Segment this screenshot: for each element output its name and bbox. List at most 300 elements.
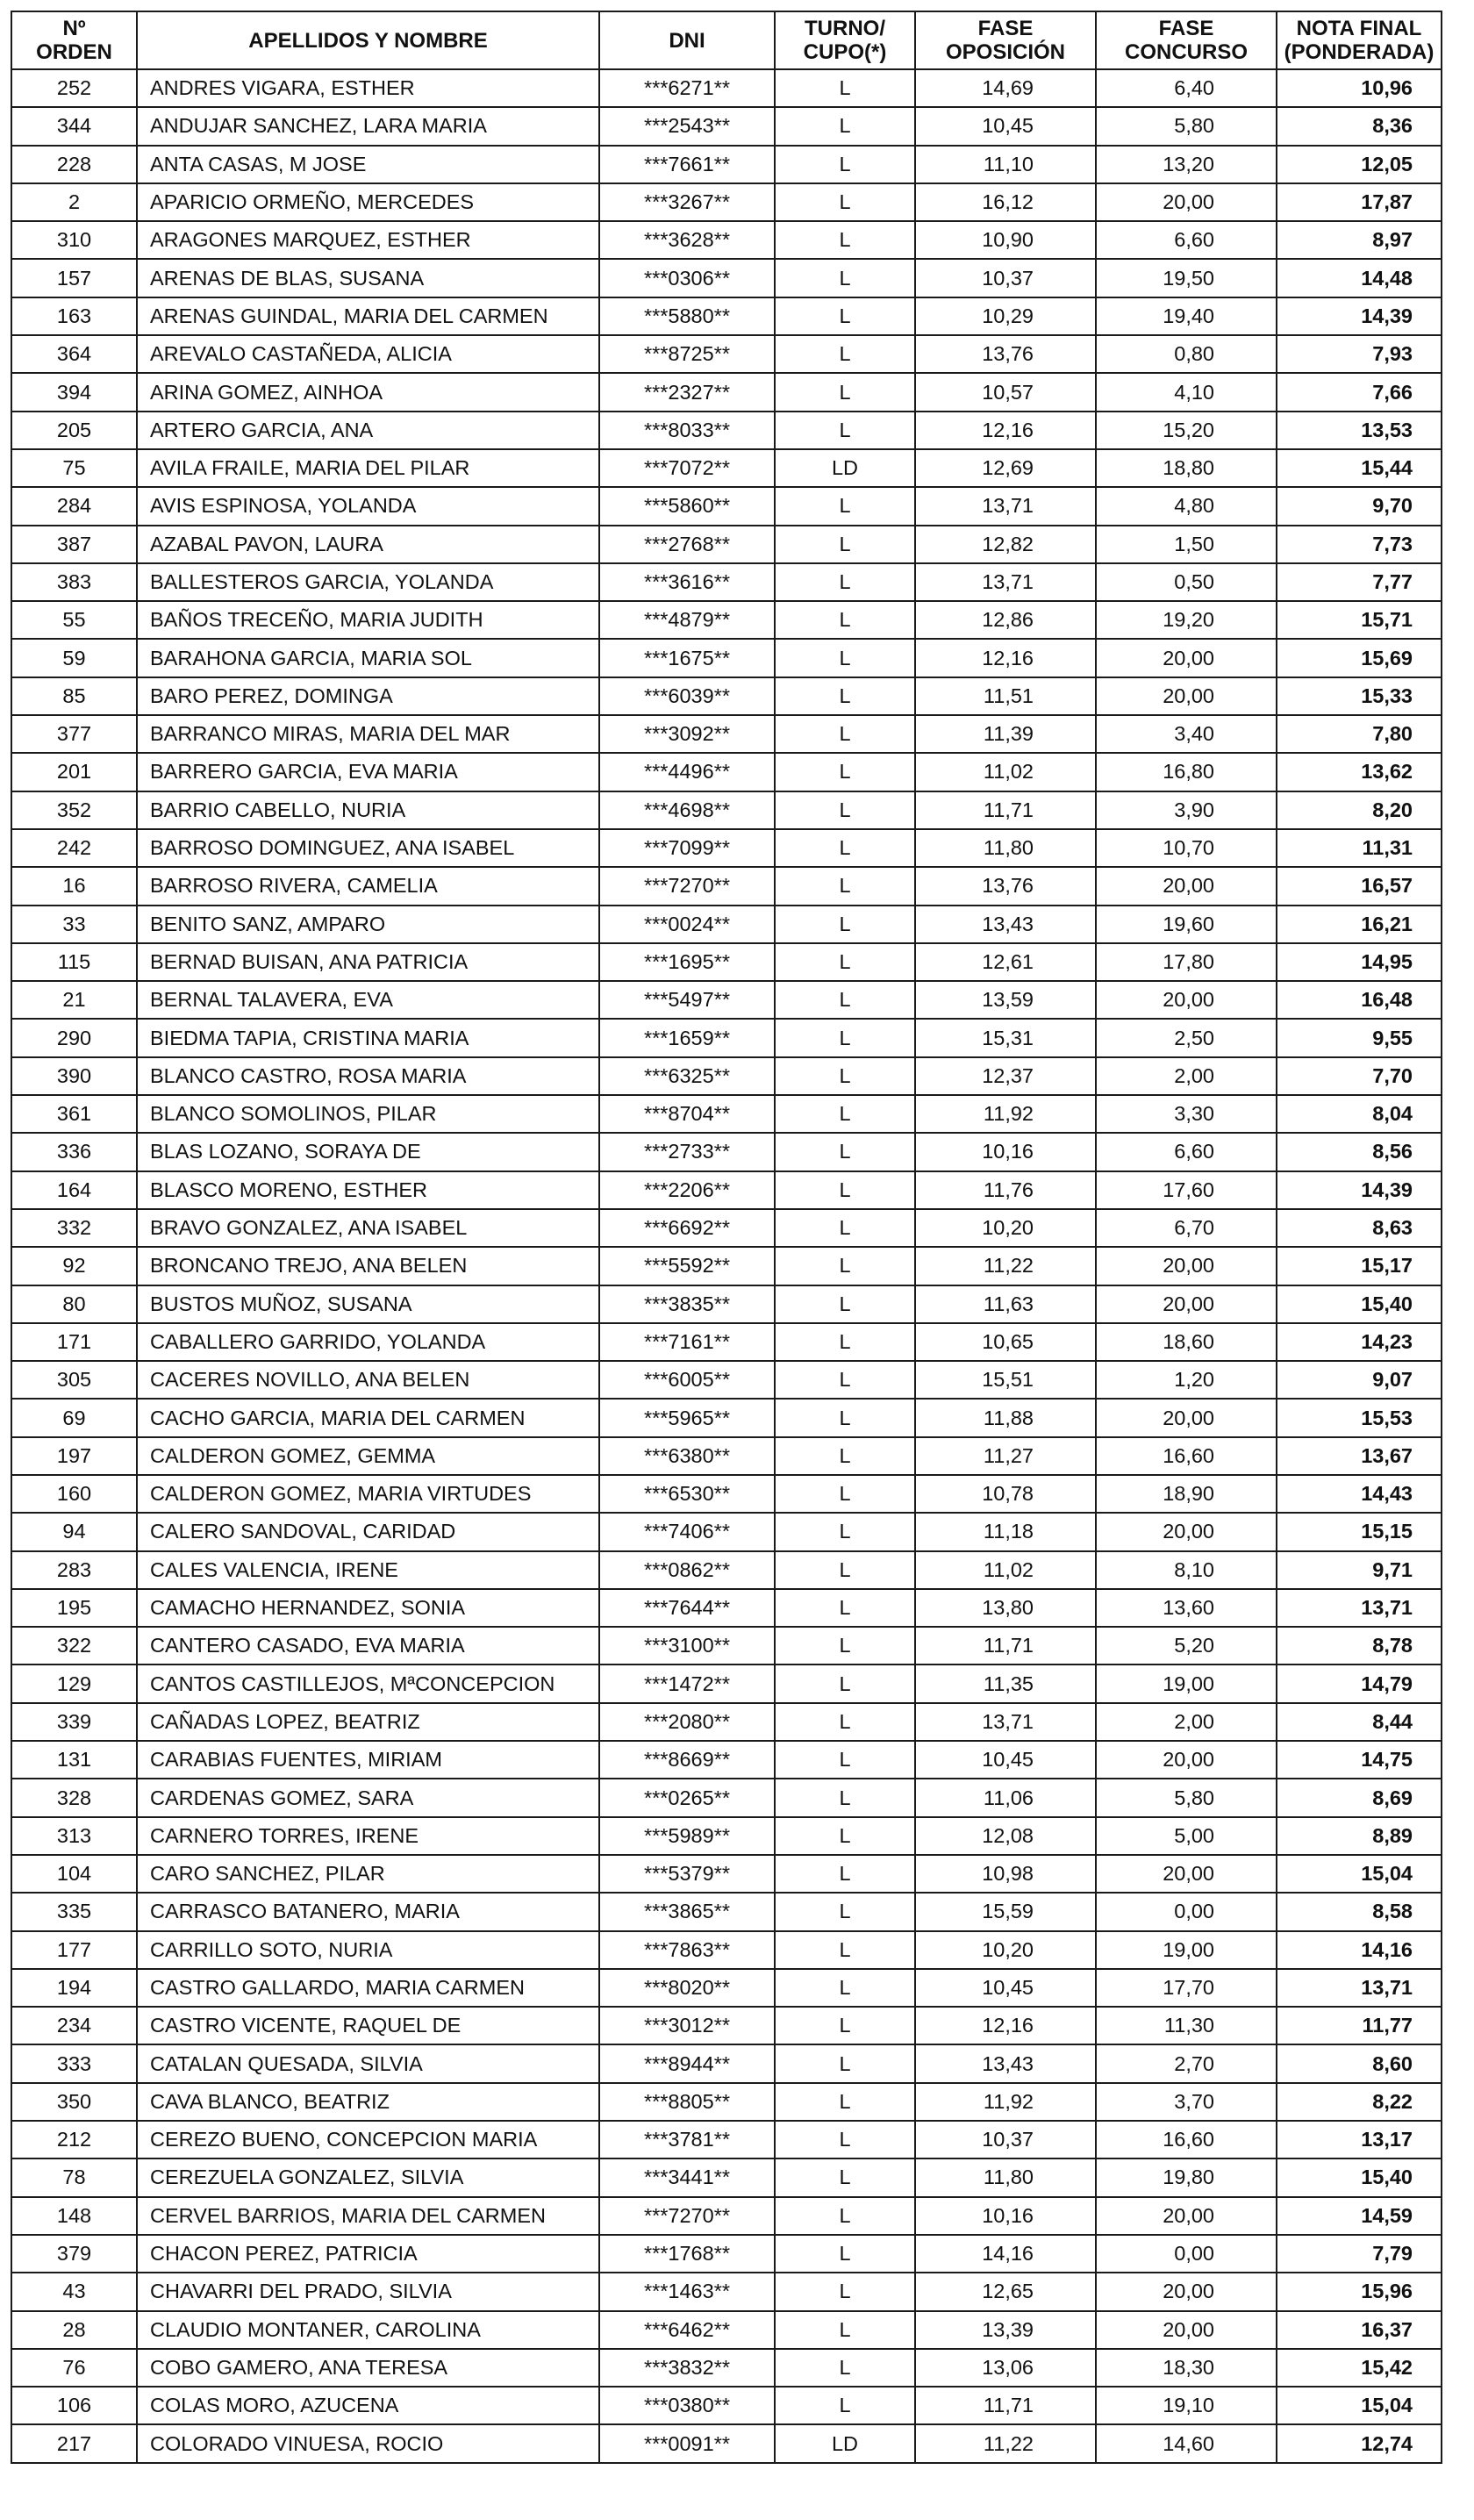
cell-orden: 59	[11, 639, 137, 677]
header-concurso-line1: FASE	[1158, 17, 1214, 40]
cell-nombre: AVILA FRAILE, MARIA DEL PILAR	[137, 449, 599, 487]
cell-concurso: 1,50	[1096, 526, 1277, 563]
header-dni	[599, 11, 775, 69]
table-row	[11, 753, 1442, 791]
table-row	[11, 526, 1442, 563]
cell-oposicion: 12,82	[915, 526, 1096, 563]
cell-concurso: 3,40	[1096, 715, 1277, 753]
cell-orden: 283	[11, 1551, 137, 1589]
header-oposicion-line2: OPOSICIÓN	[945, 40, 1066, 64]
cell-nota-final: 15,04	[1277, 2387, 1442, 2424]
cell-nota-final: 9,55	[1277, 1019, 1442, 1056]
cell-dni: ***3267**	[599, 183, 775, 221]
cell-nombre: BARAHONA GARCIA, MARIA SOL	[137, 639, 599, 677]
cell-oposicion: 10,98	[915, 1855, 1096, 1893]
cell-nombre: CERVEL BARRIOS, MARIA DEL CARMEN	[137, 2197, 599, 2235]
header-row	[11, 11, 1442, 69]
cell-orden: 195	[11, 1589, 137, 1627]
cell-orden: 76	[11, 2349, 137, 2387]
cell-nota-final: 14,16	[1277, 1931, 1442, 1969]
cell-nota-final: 12,05	[1277, 146, 1442, 183]
cell-dni: ***5880**	[599, 297, 775, 335]
cell-nombre: CARDENAS GOMEZ, SARA	[137, 1779, 599, 1816]
cell-nota-final: 7,66	[1277, 373, 1442, 411]
cell-nombre: CACERES NOVILLO, ANA BELEN	[137, 1361, 599, 1399]
cell-nombre: CHACON PEREZ, PATRICIA	[137, 2235, 599, 2273]
cell-orden: 157	[11, 259, 137, 297]
table-row	[11, 639, 1442, 677]
cell-oposicion: 11,39	[915, 715, 1096, 753]
cell-dni: ***6530**	[599, 1475, 775, 1513]
cell-dni: ***3835**	[599, 1285, 775, 1323]
cell-oposicion: 10,45	[915, 1969, 1096, 2007]
table-row	[11, 1019, 1442, 1056]
cell-nota-final: 7,79	[1277, 2235, 1442, 2273]
cell-orden: 194	[11, 1969, 137, 2007]
cell-turno: L	[775, 1817, 915, 1855]
cell-dni: ***8725**	[599, 335, 775, 373]
cell-concurso: 20,00	[1096, 677, 1277, 715]
cell-dni: ***5592**	[599, 1247, 775, 1285]
cell-turno: L	[775, 107, 915, 145]
cell-orden: 104	[11, 1855, 137, 1893]
cell-nota-final: 12,74	[1277, 2424, 1442, 2462]
cell-nombre: AREVALO CASTAÑEDA, ALICIA	[137, 335, 599, 373]
cell-concurso: 2,00	[1096, 1703, 1277, 1741]
cell-nota-final: 15,96	[1277, 2273, 1442, 2310]
cell-nombre: BERNAD BUISAN, ANA PATRICIA	[137, 943, 599, 981]
cell-nombre: CALERO SANDOVAL, CARIDAD	[137, 1513, 599, 1550]
cell-concurso: 20,00	[1096, 867, 1277, 905]
cell-concurso: 1,20	[1096, 1361, 1277, 1399]
cell-orden: 379	[11, 2235, 137, 2273]
cell-orden: 322	[11, 1627, 137, 1664]
cell-dni: ***3616**	[599, 563, 775, 601]
header-turno-line2: CUPO(*)	[803, 40, 887, 64]
cell-turno: L	[775, 2083, 915, 2121]
results-sheet	[11, 11, 1441, 2464]
cell-dni: ***6271**	[599, 69, 775, 107]
cell-turno: L	[775, 1209, 915, 1247]
cell-orden: 364	[11, 335, 137, 373]
cell-nombre: BARRIO CABELLO, NURIA	[137, 791, 599, 829]
cell-orden: 310	[11, 221, 137, 259]
cell-nota-final: 15,15	[1277, 1513, 1442, 1550]
cell-concurso: 18,90	[1096, 1475, 1277, 1513]
cell-oposicion: 12,16	[915, 639, 1096, 677]
cell-dni: ***2733**	[599, 1133, 775, 1171]
cell-orden: 350	[11, 2083, 137, 2121]
cell-orden: 115	[11, 943, 137, 981]
header-dni-line1: DNI	[669, 28, 705, 53]
cell-turno: L	[775, 1475, 915, 1513]
cell-concurso: 0,50	[1096, 563, 1277, 601]
cell-turno: L	[775, 1855, 915, 1893]
cell-nota-final: 15,40	[1277, 1285, 1442, 1323]
table-row	[11, 1323, 1442, 1361]
cell-concurso: 8,10	[1096, 1551, 1277, 1589]
table-row	[11, 2424, 1442, 2462]
cell-dni: ***2543**	[599, 107, 775, 145]
cell-dni: ***7270**	[599, 2197, 775, 2235]
cell-nota-final: 11,77	[1277, 2007, 1442, 2044]
cell-turno: L	[775, 1323, 915, 1361]
cell-nota-final: 9,07	[1277, 1361, 1442, 1399]
cell-orden: 94	[11, 1513, 137, 1550]
cell-nota-final: 15,71	[1277, 601, 1442, 639]
cell-concurso: 19,60	[1096, 906, 1277, 943]
cell-nota-final: 14,95	[1277, 943, 1442, 981]
cell-oposicion: 14,16	[915, 2235, 1096, 2273]
cell-oposicion: 12,65	[915, 2273, 1096, 2310]
cell-nota-final: 8,36	[1277, 107, 1442, 145]
cell-orden: 171	[11, 1323, 137, 1361]
cell-turno: L	[775, 412, 915, 449]
cell-turno: L	[775, 1019, 915, 1056]
cell-nombre: BIEDMA TAPIA, CRISTINA MARIA	[137, 1019, 599, 1056]
cell-turno: LD	[775, 2424, 915, 2462]
cell-oposicion: 16,12	[915, 183, 1096, 221]
cell-nota-final: 13,53	[1277, 412, 1442, 449]
cell-nota-final: 13,17	[1277, 2121, 1442, 2158]
cell-concurso: 2,50	[1096, 1019, 1277, 1056]
cell-oposicion: 13,06	[915, 2349, 1096, 2387]
table-row	[11, 1095, 1442, 1133]
cell-turno: L	[775, 2349, 915, 2387]
cell-concurso: 20,00	[1096, 1855, 1277, 1893]
table-row	[11, 1285, 1442, 1323]
cell-oposicion: 11,80	[915, 2158, 1096, 2196]
cell-oposicion: 10,29	[915, 297, 1096, 335]
cell-concurso: 14,60	[1096, 2424, 1277, 2462]
cell-concurso: 6,60	[1096, 1133, 1277, 1171]
cell-orden: 28	[11, 2311, 137, 2349]
cell-oposicion: 11,22	[915, 2424, 1096, 2462]
table-row	[11, 1931, 1442, 1969]
cell-orden: 55	[11, 601, 137, 639]
table-row	[11, 373, 1442, 411]
cell-dni: ***8704**	[599, 1095, 775, 1133]
cell-orden: 228	[11, 146, 137, 183]
cell-turno: L	[775, 677, 915, 715]
cell-dni: ***3865**	[599, 1893, 775, 1930]
cell-concurso: 17,70	[1096, 1969, 1277, 2007]
cell-nombre: BARRANCO MIRAS, MARIA DEL MAR	[137, 715, 599, 753]
cell-orden: 344	[11, 107, 137, 145]
cell-concurso: 3,70	[1096, 2083, 1277, 2121]
cell-nota-final: 7,80	[1277, 715, 1442, 753]
cell-dni: ***3092**	[599, 715, 775, 753]
cell-concurso: 3,30	[1096, 1095, 1277, 1133]
cell-dni: ***6039**	[599, 677, 775, 715]
cell-dni: ***5860**	[599, 487, 775, 525]
cell-nota-final: 13,71	[1277, 1589, 1442, 1627]
cell-turno: L	[775, 2158, 915, 2196]
table-row	[11, 449, 1442, 487]
cell-turno: L	[775, 906, 915, 943]
table-row	[11, 2235, 1442, 2273]
cell-dni: ***8020**	[599, 1969, 775, 2007]
table-row	[11, 1513, 1442, 1550]
table-row	[11, 297, 1442, 335]
cell-turno: L	[775, 1551, 915, 1589]
cell-turno: L	[775, 1664, 915, 1702]
cell-nombre: CACHO GARCIA, MARIA DEL CARMEN	[137, 1399, 599, 1436]
cell-orden: 69	[11, 1399, 137, 1436]
cell-oposicion: 11,22	[915, 1247, 1096, 1285]
cell-turno: L	[775, 1171, 915, 1209]
cell-oposicion: 13,43	[915, 2044, 1096, 2082]
table-row	[11, 1475, 1442, 1513]
cell-concurso: 0,80	[1096, 335, 1277, 373]
cell-oposicion: 10,20	[915, 1931, 1096, 1969]
cell-nota-final: 8,44	[1277, 1703, 1442, 1741]
cell-orden: 305	[11, 1361, 137, 1399]
cell-oposicion: 11,80	[915, 829, 1096, 867]
cell-orden: 242	[11, 829, 137, 867]
cell-orden: 335	[11, 1893, 137, 1930]
cell-nota-final: 13,67	[1277, 1437, 1442, 1475]
cell-dni: ***4496**	[599, 753, 775, 791]
cell-nombre: BENITO SANZ, AMPARO	[137, 906, 599, 943]
cell-orden: 75	[11, 449, 137, 487]
header-turno-line1: TURNO/	[805, 17, 885, 40]
cell-oposicion: 13,76	[915, 335, 1096, 373]
cell-turno: L	[775, 1627, 915, 1664]
cell-oposicion: 10,57	[915, 373, 1096, 411]
cell-oposicion: 12,16	[915, 412, 1096, 449]
cell-nombre: CAMACHO HERNANDEZ, SONIA	[137, 1589, 599, 1627]
cell-nombre: AZABAL PAVON, LAURA	[137, 526, 599, 563]
cell-nota-final: 17,87	[1277, 183, 1442, 221]
cell-orden: 394	[11, 373, 137, 411]
cell-orden: 383	[11, 563, 137, 601]
cell-concurso: 18,30	[1096, 2349, 1277, 2387]
cell-oposicion: 11,71	[915, 1627, 1096, 1664]
results-body	[11, 69, 1442, 2463]
cell-turno: L	[775, 487, 915, 525]
cell-nota-final: 8,78	[1277, 1627, 1442, 1664]
cell-nota-final: 15,44	[1277, 449, 1442, 487]
cell-dni: ***2080**	[599, 1703, 775, 1741]
cell-oposicion: 13,43	[915, 906, 1096, 943]
cell-turno: L	[775, 2044, 915, 2082]
cell-dni: ***3441**	[599, 2158, 775, 2196]
header-orden-line1: Nº	[62, 17, 86, 40]
cell-turno: L	[775, 1133, 915, 1171]
cell-oposicion: 11,27	[915, 1437, 1096, 1475]
cell-orden: 33	[11, 906, 137, 943]
cell-oposicion: 15,31	[915, 1019, 1096, 1056]
cell-concurso: 0,00	[1096, 1893, 1277, 1930]
cell-nombre: CARRASCO BATANERO, MARIA	[137, 1893, 599, 1930]
cell-concurso: 20,00	[1096, 183, 1277, 221]
cell-nombre: BRAVO GONZALEZ, ANA ISABEL	[137, 1209, 599, 1247]
cell-nota-final: 15,33	[1277, 677, 1442, 715]
table-row	[11, 943, 1442, 981]
cell-oposicion: 13,39	[915, 2311, 1096, 2349]
cell-turno: L	[775, 297, 915, 335]
cell-concurso: 19,80	[1096, 2158, 1277, 2196]
cell-orden: 43	[11, 2273, 137, 2310]
cell-nombre: BERNAL TALAVERA, EVA	[137, 981, 599, 1019]
cell-orden: 328	[11, 1779, 137, 1816]
cell-orden: 177	[11, 1931, 137, 1969]
cell-dni: ***7863**	[599, 1931, 775, 1969]
cell-nombre: CANTERO CASADO, EVA MARIA	[137, 1627, 599, 1664]
cell-dni: ***0862**	[599, 1551, 775, 1589]
cell-oposicion: 12,86	[915, 601, 1096, 639]
cell-nota-final: 14,48	[1277, 259, 1442, 297]
cell-orden: 21	[11, 981, 137, 1019]
cell-dni: ***4698**	[599, 791, 775, 829]
cell-nota-final: 16,21	[1277, 906, 1442, 943]
cell-nombre: CHAVARRI DEL PRADO, SILVIA	[137, 2273, 599, 2310]
cell-turno: L	[775, 601, 915, 639]
cell-dni: ***0024**	[599, 906, 775, 943]
cell-nombre: CARABIAS FUENTES, MIRIAM	[137, 1741, 599, 1779]
cell-orden: 252	[11, 69, 137, 107]
cell-concurso: 20,00	[1096, 2197, 1277, 2235]
cell-turno: L	[775, 1589, 915, 1627]
cell-orden: 377	[11, 715, 137, 753]
table-row	[11, 2349, 1442, 2387]
cell-dni: ***7072**	[599, 449, 775, 487]
cell-nombre: CARRILLO SOTO, NURIA	[137, 1931, 599, 1969]
cell-nombre: CARO SANCHEZ, PILAR	[137, 1855, 599, 1893]
table-row	[11, 335, 1442, 373]
cell-orden: 92	[11, 1247, 137, 1285]
cell-nombre: ARINA GOMEZ, AINHOA	[137, 373, 599, 411]
cell-nota-final: 7,93	[1277, 335, 1442, 373]
cell-nombre: ARTERO GARCIA, ANA	[137, 412, 599, 449]
cell-orden: 387	[11, 526, 137, 563]
header-orden-line2: ORDEN	[36, 40, 112, 64]
cell-turno: L	[775, 1057, 915, 1095]
cell-turno: L	[775, 2311, 915, 2349]
cell-concurso: 5,00	[1096, 1817, 1277, 1855]
cell-nombre: BRONCANO TREJO, ANA BELEN	[137, 1247, 599, 1285]
cell-nombre: CASTRO GALLARDO, MARIA CARMEN	[137, 1969, 599, 2007]
cell-orden: 197	[11, 1437, 137, 1475]
cell-nombre: CLAUDIO MONTANER, CAROLINA	[137, 2311, 599, 2349]
cell-nombre: ANDRES VIGARA, ESTHER	[137, 69, 599, 107]
cell-nombre: COBO GAMERO, ANA TERESA	[137, 2349, 599, 2387]
cell-concurso: 5,80	[1096, 107, 1277, 145]
cell-oposicion: 12,16	[915, 2007, 1096, 2044]
cell-nota-final: 7,73	[1277, 526, 1442, 563]
table-row	[11, 601, 1442, 639]
cell-oposicion: 11,88	[915, 1399, 1096, 1436]
cell-concurso: 10,70	[1096, 829, 1277, 867]
cell-concurso: 19,50	[1096, 259, 1277, 297]
cell-nombre: BLAS LOZANO, SORAYA DE	[137, 1133, 599, 1171]
cell-turno: L	[775, 2121, 915, 2158]
header-oposicion-line1: FASE	[977, 17, 1034, 40]
cell-dni: ***3012**	[599, 2007, 775, 2044]
cell-oposicion: 11,18	[915, 1513, 1096, 1550]
cell-turno: L	[775, 183, 915, 221]
cell-nota-final: 11,31	[1277, 829, 1442, 867]
cell-nota-final: 9,71	[1277, 1551, 1442, 1589]
cell-turno: L	[775, 2197, 915, 2235]
cell-oposicion: 10,45	[915, 1741, 1096, 1779]
cell-concurso: 18,80	[1096, 449, 1277, 487]
cell-orden: 131	[11, 1741, 137, 1779]
cell-orden: 129	[11, 1664, 137, 1702]
cell-turno: L	[775, 791, 915, 829]
cell-nombre: CEREZUELA GONZALEZ, SILVIA	[137, 2158, 599, 2196]
cell-oposicion: 13,76	[915, 867, 1096, 905]
table-row	[11, 1627, 1442, 1664]
cell-turno: L	[775, 1779, 915, 1816]
cell-dni: ***7161**	[599, 1323, 775, 1361]
table-row	[11, 487, 1442, 525]
cell-nota-final: 15,04	[1277, 1855, 1442, 1893]
table-row	[11, 1247, 1442, 1285]
cell-nota-final: 14,23	[1277, 1323, 1442, 1361]
cell-turno: L	[775, 2007, 915, 2044]
cell-turno: L	[775, 639, 915, 677]
cell-oposicion: 11,10	[915, 146, 1096, 183]
cell-nota-final: 15,42	[1277, 2349, 1442, 2387]
cell-nombre: BARROSO RIVERA, CAMELIA	[137, 867, 599, 905]
cell-concurso: 16,60	[1096, 2121, 1277, 2158]
cell-oposicion: 14,69	[915, 69, 1096, 107]
cell-nombre: AVIS ESPINOSA, YOLANDA	[137, 487, 599, 525]
cell-turno: L	[775, 259, 915, 297]
cell-orden: 106	[11, 2387, 137, 2424]
cell-oposicion: 11,35	[915, 1664, 1096, 1702]
cell-nombre: BLANCO CASTRO, ROSA MARIA	[137, 1057, 599, 1095]
cell-turno: L	[775, 373, 915, 411]
table-row	[11, 1855, 1442, 1893]
cell-oposicion: 13,59	[915, 981, 1096, 1019]
cell-turno: L	[775, 829, 915, 867]
table-row	[11, 2044, 1442, 2082]
cell-concurso: 20,00	[1096, 1285, 1277, 1323]
cell-concurso: 4,10	[1096, 373, 1277, 411]
cell-turno: L	[775, 943, 915, 981]
table-row	[11, 677, 1442, 715]
cell-nota-final: 8,56	[1277, 1133, 1442, 1171]
cell-nota-final: 14,59	[1277, 2197, 1442, 2235]
cell-nota-final: 14,79	[1277, 1664, 1442, 1702]
cell-dni: ***1463**	[599, 2273, 775, 2310]
cell-concurso: 2,70	[1096, 2044, 1277, 2082]
cell-nota-final: 7,77	[1277, 563, 1442, 601]
cell-nombre: ANTA CASAS, M JOSE	[137, 146, 599, 183]
cell-oposicion: 12,61	[915, 943, 1096, 981]
cell-turno: L	[775, 335, 915, 373]
cell-oposicion: 13,71	[915, 563, 1096, 601]
cell-dni: ***5379**	[599, 1855, 775, 1893]
cell-nombre: BAÑOS TRECEÑO, MARIA JUDITH	[137, 601, 599, 639]
cell-nombre: BLASCO MORENO, ESTHER	[137, 1171, 599, 1209]
cell-nombre: ANDUJAR SANCHEZ, LARA MARIA	[137, 107, 599, 145]
table-row	[11, 1399, 1442, 1436]
table-row	[11, 1893, 1442, 1930]
table-row	[11, 563, 1442, 601]
cell-dni: ***6692**	[599, 1209, 775, 1247]
cell-concurso: 19,10	[1096, 2387, 1277, 2424]
cell-dni: ***3100**	[599, 1627, 775, 1664]
cell-orden: 164	[11, 1171, 137, 1209]
cell-nombre: CALDERON GOMEZ, MARIA VIRTUDES	[137, 1475, 599, 1513]
table-row	[11, 1589, 1442, 1627]
cell-oposicion: 10,45	[915, 107, 1096, 145]
cell-dni: ***7270**	[599, 867, 775, 905]
